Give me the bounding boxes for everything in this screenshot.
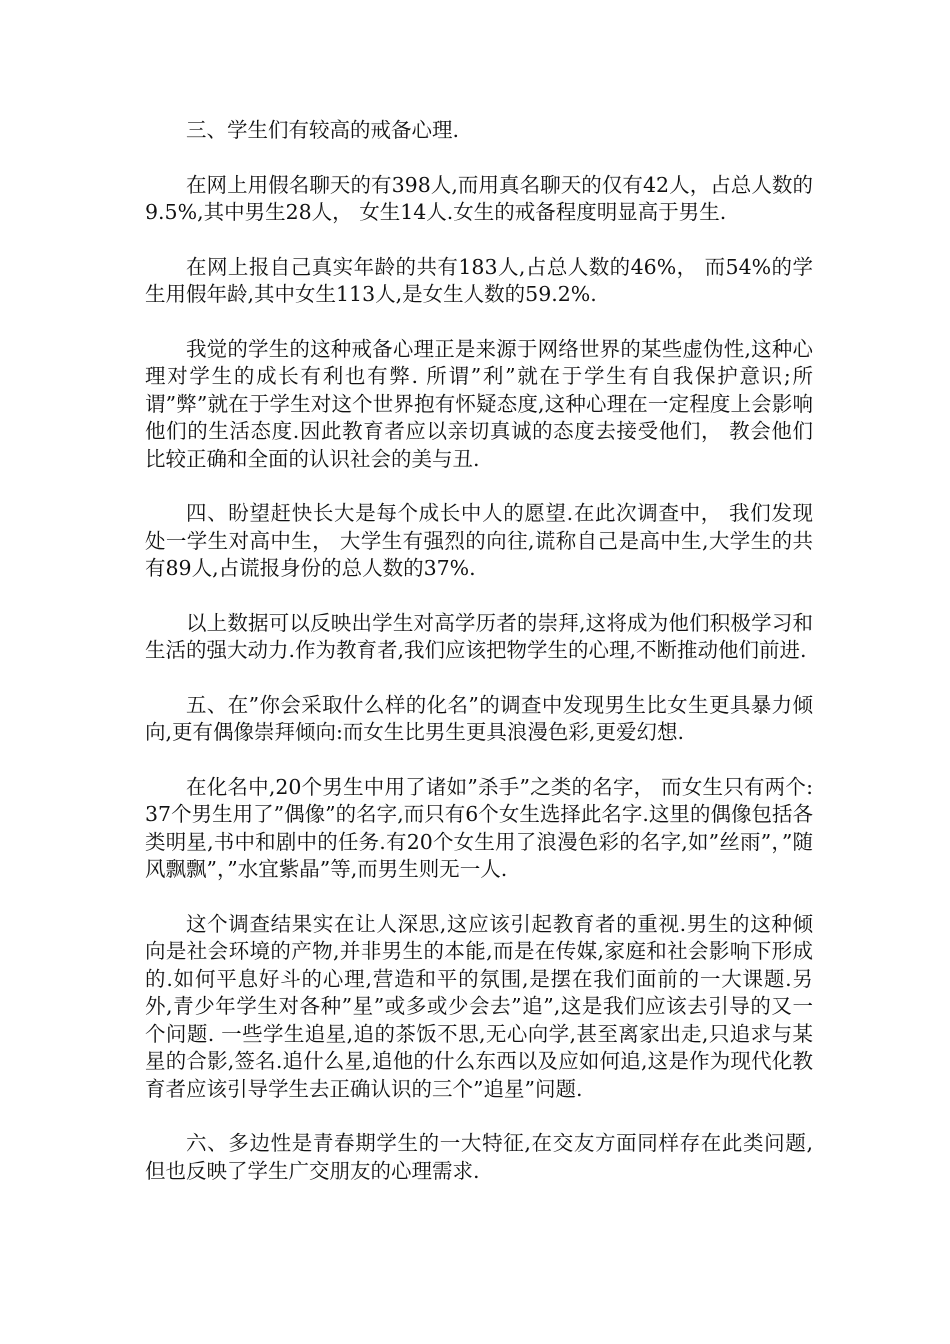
paragraph-heading-three: 三、学生们有较高的戒备心理. [186,118,460,142]
paragraph: 在网上报自己真实年龄的共有183人,占总人数的46%， 而54%的学生用假年龄,其中女生113人,是女生人数的59.2%. [145,254,813,306]
paragraph: 在化名中,20个男生中用了诸如”杀手”之类的名字， 而女生只有两个:37个男生用了”偶像”的名字,而只有6个女生选择此名字.这里的偶像包括各类明星,书中和剧中的任务.有20个女生用了浪漫色彩的名字,如”丝雨”，”随风飘飘”，”水宜紫晶”等,而男生则无一人. [145,774,813,881]
paragraph-heading-five: 五、在”你会采取什么样的化名”的调查中发现男生比女生更具暴力倾向,更有偶像崇拜倾向:而女生比男生更具浪漫色彩,更爱幻想. [145,692,813,744]
paragraph: 我觉的学生的这种戒备心理正是来源于网络世界的某些虚伪性,这种心理对学生的成长有利也有弊. 所谓”利”就在于学生有自我保护意识;所谓”弊”就在于学生对这个世界抱有怀疑态度,这种心理在一定程度上会影响他们的生活态度.因此教育者应以亲切真诚的态度去接受他们， 教会他们比较正确和全面的认识社会的美与丑. [145,336,813,471]
document-body [145,117,813,1212]
paragraph: 这个调查结果实在让人深思,这应该引起教育者的重视.男生的这种倾向是社会环境的产物,并非男生的本能,而是在传媒,家庭和社会影响下形成的.如何平息好斗的心理,营造和平的氛围,是摆在我们面前的一大课题.另外,青少年学生对各种”星”或多或少会去”追”,这是我们应该去引导的又一个问题. 一些学生追星,追的茶饭不思,无心向学,甚至离家出走,只追求与某星的合影,签名.追什么星,追他的什么东西以及应如何追,这是作为现代化教育者应该引导学生去正确认识的三个”追星”问题. [145,911,813,1101]
paragraph-heading-six: 六、多边性是青春期学生的一大特征,在交友方面同样存在此类问题,但也反映了学生广交朋友的心理需求. [145,1131,813,1183]
paragraph: 在网上用假名聊天的有398人,而用真名聊天的仅有42人，占总人数的9.5%,其中男生28人， 女生14人.女生的戒备程度明显高于男生. [145,172,813,224]
paragraph-heading-four: 四、盼望赶快长大是每个成长中人的愿望.在此次调查中， 我们发现处一学生对高中生， 大学生有强烈的向往,谎称自己是高中生,大学生的共有89人,占谎报身份的总人数的37%. [145,501,813,580]
paragraph: 以上数据可以反映出学生对高学历者的崇拜,这将成为他们积极学习和生活的强大动力.作为教育者,我们应该把物学生的心理,不断推动他们前进. [145,610,813,662]
